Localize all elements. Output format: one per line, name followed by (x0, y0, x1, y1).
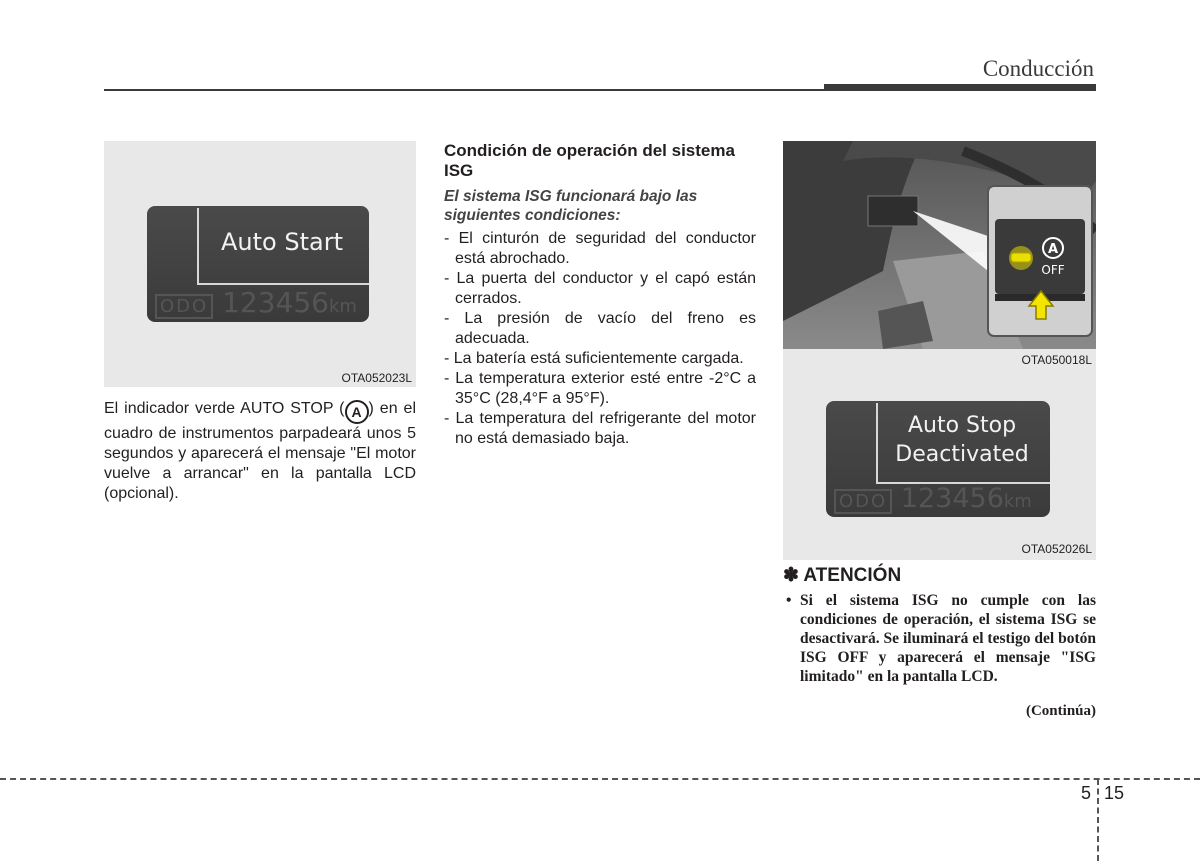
odometer (155, 286, 357, 319)
auto-stop-indicator-text: El indicador verde AUTO STOP ( A ) en el cuadro de instrumentos parpadeará unos 5 segundos y aparecerá el mensaje "El motor vuelve a arrancar" en la pantalla LCD (opcional). (104, 400, 416, 502)
odo-value: 123456 (222, 286, 329, 319)
lcd-divider (197, 208, 199, 284)
lcd-screen (826, 401, 1050, 517)
figure-isg-off-button (783, 141, 1096, 349)
list-item: - La temperatura exterior esté entre -2°C a 35°C (28,4°F a 95°F). (444, 370, 756, 407)
section-heading: Condición de operación del sistema ISG (444, 141, 735, 180)
list-item: - La presión de vacío del freno es adecuada. (444, 310, 756, 347)
chapter-number: 5 (1081, 783, 1092, 803)
atencion-heading (783, 564, 901, 587)
lcd-message-line2: Deactivated (895, 442, 1029, 467)
odo-label: ODO (155, 294, 213, 319)
footer-divider (0, 778, 1200, 780)
odo-unit: km (329, 296, 357, 317)
odo-label: ODO (834, 489, 892, 514)
continued-label: (Continúa) (1025, 703, 1096, 719)
atencion-item (783, 591, 1096, 686)
header-rule (104, 89, 824, 91)
figure-auto-start (104, 141, 416, 387)
conditions-subheading: El sistema ISG funcionará bajo las siguientes condiciones: (444, 188, 698, 224)
figure-auto-stop-deactivated (783, 371, 1096, 560)
middle-column (444, 141, 756, 449)
atencion-title: ATENCIÓN (803, 565, 902, 586)
lcd-message: Auto Start (221, 228, 343, 256)
footer-page-divider (1097, 779, 1099, 861)
odometer (834, 483, 1032, 514)
dashboard-illustration (783, 141, 1096, 349)
list-item: - La puerta del conductor y el capó están cerrados. (444, 270, 756, 307)
lcd-divider (876, 403, 878, 483)
figure-code: OTA052023L (341, 371, 412, 385)
figure-caption-bar (783, 349, 1096, 371)
section-title: Conducción (982, 56, 1094, 81)
list-item: - La batería está suficientemente cargada. (444, 350, 744, 367)
atencion-body: Si el sistema ISG no cumple con las condiciones de operación, el sistema ISG se desactivará. Se iluminará el testigo del botón ISG OFF y aparecerá el mensaje "ISG limitado" en la pantalla LCD. (800, 592, 1096, 685)
lcd-message-line1: Auto Stop (907, 413, 1017, 438)
isg-button-label: OFF (1041, 263, 1065, 277)
page-number: 15 (1104, 783, 1125, 803)
asterisk-icon: ✽ (783, 565, 799, 586)
odo-unit: km (1003, 491, 1032, 512)
header-rule-accent (824, 84, 1096, 91)
bullet: • (786, 592, 792, 609)
figure-code: OTA050018L (1021, 353, 1092, 367)
auto-stop-a-icon: A (345, 400, 369, 424)
list-item: - El cinturón de seguridad del conductor está abrochado. (444, 230, 756, 267)
conditions-list (444, 229, 756, 449)
list-item: - La temperatura del refrigerante del motor no está demasiado baja. (444, 410, 756, 447)
lcd-divider-horizontal (197, 283, 369, 285)
odo-value: 123456 (900, 483, 1004, 514)
isg-button-symbol: A (1047, 242, 1059, 257)
figure-code: OTA052026L (1021, 542, 1092, 556)
lcd-screen (147, 206, 369, 322)
